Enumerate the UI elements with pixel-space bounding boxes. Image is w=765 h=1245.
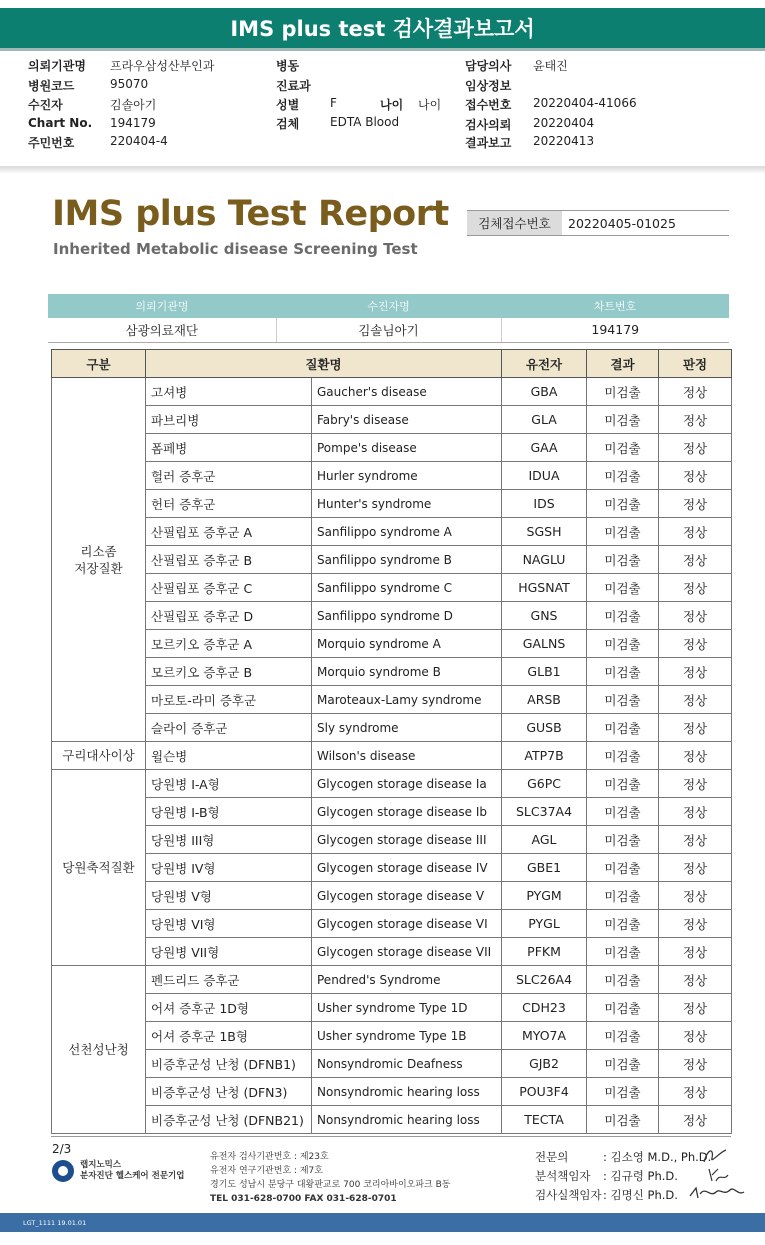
info-label: 담당의사 [465,59,512,73]
table-row [52,994,732,1022]
header-title: IMS plus test 검사결과보고서 [230,17,535,41]
disease-ko-cell: 비증후군성 난청 (DFN3) [146,1078,312,1106]
info-label: 검사의뢰 [465,118,512,132]
gene-cell: SGSH [502,518,587,546]
judgment-cell: 정상 [659,966,732,994]
table-row [52,1106,732,1134]
result-cell: 미검출 [587,658,659,686]
gene-cell: GLA [502,406,587,434]
signer-role: 검사실책임자 [535,1188,602,1202]
logo-name: 랩지노믹스 [80,1160,122,1170]
result-cell: 미검출 [587,770,659,798]
result-cell: 미검출 [587,798,659,826]
result-cell: 미검출 [587,966,659,994]
gene-cell: POU3F4 [502,1078,587,1106]
info-label: 병동 [276,59,300,73]
specimen-number-box [467,210,729,236]
table-row [52,686,732,714]
info-value: 20220413 [533,134,595,148]
judgment-cell: 정상 [659,378,732,406]
header-gene: 유전자 [502,350,587,378]
form-code: LGT_1111 19.01.01 [23,1218,87,1227]
table-row [52,434,732,462]
gene-cell: GLB1 [502,658,587,686]
info-value: 220404-4 [110,134,168,148]
result-cell: 미검출 [587,462,659,490]
result-cell: 미검출 [587,434,659,462]
result-cell: 미검출 [587,630,659,658]
disease-ko-cell: 헌터 증후군 [146,490,312,518]
gene-cell: G6PC [502,770,587,798]
summary-header: 의뢰기관명 [48,294,276,318]
result-cell: 미검출 [587,1078,659,1106]
table-row [52,602,732,630]
judgment-cell: 정상 [659,546,732,574]
disease-en-cell: Glycogen storage disease V [312,882,502,910]
judgment-cell: 정상 [659,854,732,882]
table-row [52,546,732,574]
disease-ko-cell: 모르키오 증후군 B [146,658,312,686]
disease-en-cell: Glycogen storage disease IV [312,854,502,882]
table-row [52,630,732,658]
result-cell: 미검출 [587,490,659,518]
category-cell: 선천성난청 [52,966,146,1134]
judgment-cell: 정상 [659,630,732,658]
disease-ko-cell: 비증후군성 난청 (DFNB1) [146,1050,312,1078]
category-cell: 당원축적질환 [52,770,146,966]
gene-cell: TECTA [502,1106,587,1134]
judgment-cell: 정상 [659,826,732,854]
judgment-cell: 정상 [659,406,732,434]
judgment-cell: 정상 [659,490,732,518]
disease-ko-cell: 파브리병 [146,406,312,434]
gene-cell: NAGLU [502,546,587,574]
summary-header: 수진자명 [276,294,501,318]
disease-ko-cell: 당원병 VII형 [146,938,312,966]
table-row [52,742,732,770]
disease-en-cell: Fabry's disease [312,406,502,434]
disease-en-cell: Usher syndrome Type 1B [312,1022,502,1050]
table-row [52,966,732,994]
judgment-cell: 정상 [659,994,732,1022]
summary-cell: 삼광의료재단 [48,318,276,342]
section-divider [0,166,765,174]
title-bar-shadow [0,48,765,51]
header-judgment: 판정 [659,350,732,378]
info-label: 주민번호 [28,136,75,150]
judgment-cell: 정상 [659,1022,732,1050]
disease-en-cell: Maroteaux-Lamy syndrome [312,686,502,714]
table-row [52,658,732,686]
result-cell: 미검출 [587,938,659,966]
judgment-cell: 정상 [659,910,732,938]
disease-ko-cell: 산필립포 증후군 D [146,602,312,630]
result-cell: 미검출 [587,826,659,854]
gene-cell: IDUA [502,462,587,490]
category-cell: 리소좀 저장질환 [52,378,146,742]
signers [535,1148,711,1205]
summary-table [48,294,729,343]
table-row [52,1078,732,1106]
judgment-cell: 정상 [659,770,732,798]
result-cell: 미검출 [587,742,659,770]
gene-cell: HGSNAT [502,574,587,602]
lab-info-line: 유전자 연구기관번호 : 제7호 [210,1166,323,1176]
table-row [52,938,732,966]
disease-en-cell: Morquio syndrome A [312,630,502,658]
judgment-cell: 정상 [659,798,732,826]
disease-en-cell: Glycogen storage disease Ia [312,770,502,798]
table-row [52,910,732,938]
info-value: EDTA Blood [330,115,400,129]
gene-cell: PFKM [502,938,587,966]
result-cell: 미검출 [587,1050,659,1078]
disease-ko-cell: 슬라이 증후군 [146,714,312,742]
disease-ko-cell: 헐러 증후군 [146,462,312,490]
disease-ko-cell: 산필립포 증후군 B [146,546,312,574]
result-cell: 미검출 [587,574,659,602]
info-value: 20220404 [533,116,595,130]
bottom-bar [0,1213,765,1232]
signer-name: : 김소영 M.D., Ph.D. [603,1150,712,1164]
disease-ko-cell: 산필립포 증후군 C [146,574,312,602]
table-row [52,1022,732,1050]
disease-en-cell: Sanfilippo syndrome D [312,602,502,630]
disease-ko-cell: 모르키오 증후군 A [146,630,312,658]
gene-cell: PYGL [502,910,587,938]
gene-cell: AGL [502,826,587,854]
judgment-cell: 정상 [659,602,732,630]
info-value: 20220404-41066 [533,96,637,110]
logo-icon [52,1160,74,1182]
info-label: 결과보고 [465,136,512,150]
signer-name: : 김규령 Ph.D. [603,1169,678,1183]
header-result: 결과 [587,350,659,378]
table-row [52,854,732,882]
disease-ko-cell: 어셔 증후군 1D형 [146,994,312,1022]
result-cell: 미검출 [587,994,659,1022]
results-table [51,349,732,1134]
info-value: 김솔아기 [110,98,157,112]
specimen-label: 검체접수번호 [467,211,562,235]
disease-en-cell: Pompe's disease [312,434,502,462]
summary-header: 차트번호 [501,294,729,318]
gene-cell: GUSB [502,714,587,742]
header-disease: 질환명 [146,350,502,378]
table-row [52,518,732,546]
result-cell: 미검출 [587,406,659,434]
report-subtitle: Inherited Metabolic disease Screening Test [53,240,418,258]
disease-ko-cell: 당원병 IV형 [146,854,312,882]
lab-info-line: 유전자 검사기관번호 : 제23호 [210,1152,329,1162]
gene-cell: GBA [502,378,587,406]
judgment-cell: 정상 [659,658,732,686]
logo-tagline: 분자진단 헬스케어 전문기업 [80,1171,185,1181]
table-row [52,378,732,406]
info-label: 검체 [276,117,300,131]
lab-info-line: 경기도 성남시 분당구 대왕판교로 700 코리아바이오파크 B동 [210,1180,451,1190]
info-value: 95070 [110,77,149,91]
disease-en-cell: Glycogen storage disease III [312,826,502,854]
company-logo [52,1160,184,1182]
judgment-cell: 정상 [659,1078,732,1106]
result-cell: 미검출 [587,714,659,742]
info-label: 진료과 [276,79,311,93]
table-row [52,714,732,742]
disease-en-cell: Glycogen storage disease Ib [312,798,502,826]
disease-ko-cell: 당원병 V형 [146,882,312,910]
gene-cell: MYO7A [502,1022,587,1050]
disease-ko-cell: 펜드리드 증후군 [146,966,312,994]
table-row [52,798,732,826]
signer-role: 분석책임자 [535,1169,591,1183]
judgment-cell: 정상 [659,1106,732,1134]
info-value: 윤태진 [533,59,568,73]
disease-ko-cell: 당원병 III형 [146,826,312,854]
info-value-age: 나이 [418,98,442,112]
info-value: F [330,96,337,110]
judgment-cell: 정상 [659,882,732,910]
disease-ko-cell: 폼페병 [146,434,312,462]
gene-cell: SLC26A4 [502,966,587,994]
specimen-value: 20220405-01025 [568,215,676,231]
result-cell: 미검출 [587,1022,659,1050]
disease-ko-cell: 어셔 증후군 1B형 [146,1022,312,1050]
results-header-row [52,350,732,378]
table-row [52,574,732,602]
report-title-bar [0,8,765,48]
result-cell: 미검출 [587,378,659,406]
info-label: 의뢰기관명 [28,59,86,73]
result-cell: 미검출 [587,602,659,630]
table-row [52,462,732,490]
disease-en-cell: Sly syndrome [312,714,502,742]
disease-en-cell: Glycogen storage disease VII [312,938,502,966]
info-label: 성별 [276,98,300,112]
info-value: 프라우삼성산부인과 [110,59,215,73]
judgment-cell: 정상 [659,518,732,546]
gene-cell: GJB2 [502,1050,587,1078]
info-label: 접수번호 [465,98,512,112]
disease-en-cell: Usher syndrome Type 1D [312,994,502,1022]
header-category: 구분 [52,350,146,378]
table-row [52,406,732,434]
signer-role: 전문의 [535,1150,569,1164]
report-title: IMS plus Test Report [52,194,449,234]
info-value: 194179 [110,116,156,130]
info-label: 병원코드 [28,79,75,93]
judgment-cell: 정상 [659,938,732,966]
result-cell: 미검출 [587,518,659,546]
disease-en-cell: Nonsyndromic hearing loss [312,1106,502,1134]
info-label-age: 나이 [380,98,404,112]
disease-en-cell: Sanfilippo syndrome A [312,518,502,546]
disease-en-cell: Sanfilippo syndrome B [312,546,502,574]
table-row [52,882,732,910]
gene-cell: GAA [502,434,587,462]
table-row [52,826,732,854]
judgment-cell: 정상 [659,1050,732,1078]
gene-cell: SLC37A4 [502,798,587,826]
judgment-cell: 정상 [659,742,732,770]
disease-ko-cell: 마로토-라미 증후군 [146,686,312,714]
disease-en-cell: Pendred's Syndrome [312,966,502,994]
footer-divider [51,1136,731,1137]
disease-ko-cell: 윌슨병 [146,742,312,770]
disease-en-cell: Hurler syndrome [312,462,502,490]
lab-info-line: TEL 031-628-0700 FAX 031-628-0701 [210,1194,397,1204]
info-label: 임상정보 [465,79,512,93]
table-row [52,490,732,518]
signature-3 [688,1182,746,1202]
signer-name: : 김명신 Ph.D. [603,1188,678,1202]
result-cell: 미검출 [587,1106,659,1134]
result-cell: 미검출 [587,882,659,910]
disease-ko-cell: 비증후군성 난청 (DFNB21) [146,1106,312,1134]
gene-cell: GNS [502,602,587,630]
gene-cell: GBE1 [502,854,587,882]
page-number: 2/3 [52,1142,72,1156]
summary-cell: 194179 [501,318,729,342]
judgment-cell: 정상 [659,686,732,714]
gene-cell: ATP7B [502,742,587,770]
summary-cell: 김솔님아기 [276,318,501,342]
result-cell: 미검출 [587,854,659,882]
info-label: 수진자 [28,98,63,112]
disease-en-cell: Morquio syndrome B [312,658,502,686]
disease-en-cell: Gaucher's disease [312,378,502,406]
disease-ko-cell: 당원병 VI형 [146,910,312,938]
disease-ko-cell: 산필립포 증후군 A [146,518,312,546]
judgment-cell: 정상 [659,434,732,462]
table-row [52,1050,732,1078]
category-cell: 구리대사이상 [52,742,146,770]
disease-en-cell: Wilson's disease [312,742,502,770]
disease-en-cell: Sanfilippo syndrome C [312,574,502,602]
disease-ko-cell: 고셔병 [146,378,312,406]
gene-cell: PYGM [502,882,587,910]
judgment-cell: 정상 [659,714,732,742]
judgment-cell: 정상 [659,462,732,490]
disease-ko-cell: 당원병 I-A형 [146,770,312,798]
disease-en-cell: Nonsyndromic Deafness [312,1050,502,1078]
result-cell: 미검출 [587,686,659,714]
disease-en-cell: Glycogen storage disease VI [312,910,502,938]
judgment-cell: 정상 [659,574,732,602]
gene-cell: CDH23 [502,994,587,1022]
disease-en-cell: Nonsyndromic hearing loss [312,1078,502,1106]
gene-cell: IDS [502,490,587,518]
result-cell: 미검출 [587,546,659,574]
info-label: Chart No. [28,116,93,130]
table-row [52,770,732,798]
result-cell: 미검출 [587,910,659,938]
lab-info [210,1150,450,1206]
disease-ko-cell: 당원병 I-B형 [146,798,312,826]
gene-cell: GALNS [502,630,587,658]
gene-cell: ARSB [502,686,587,714]
disease-en-cell: Hunter's syndrome [312,490,502,518]
